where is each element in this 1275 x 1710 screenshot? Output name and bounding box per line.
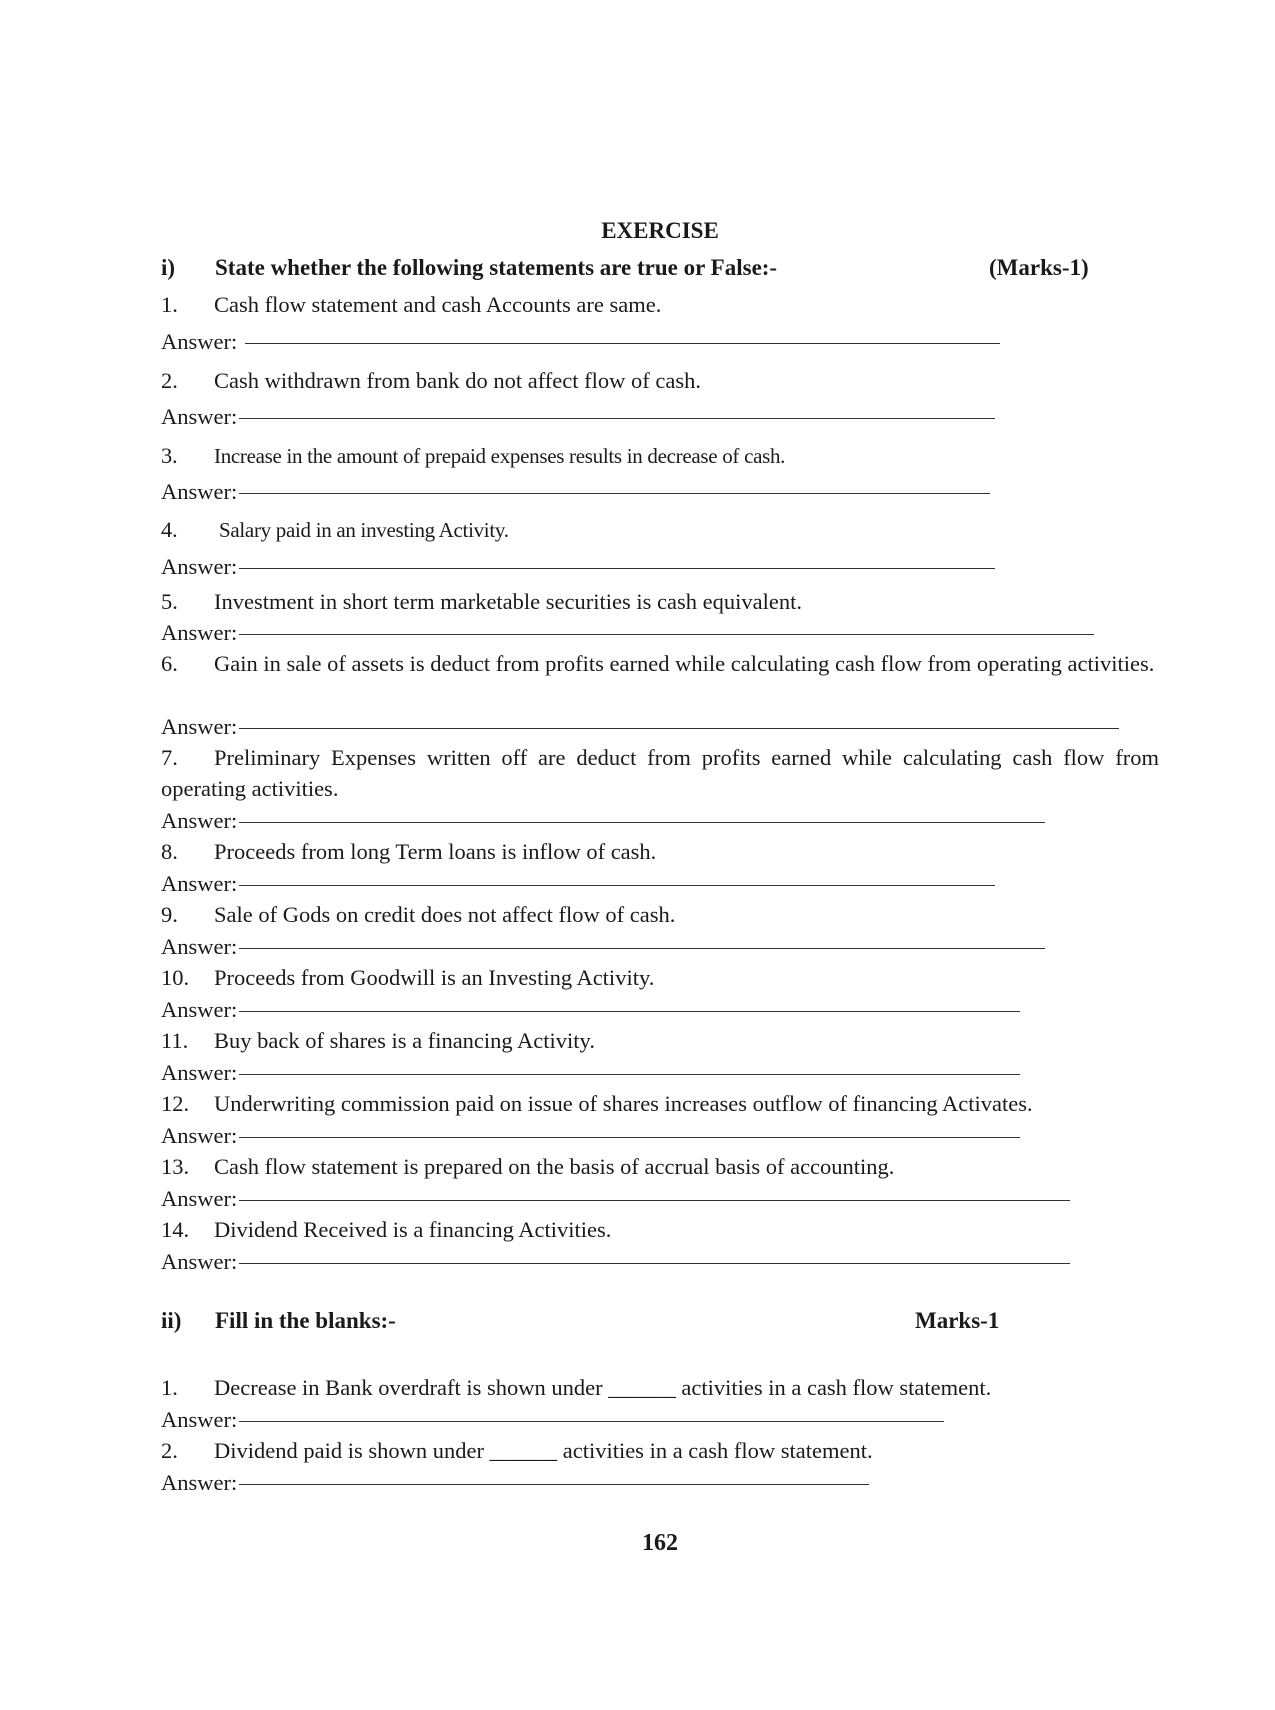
section-2-roman: ii) <box>161 1308 182 1333</box>
section-1-roman: i) <box>161 255 176 280</box>
answer-line-2[interactable]: Answer: <box>161 401 995 432</box>
answer-line-13[interactable]: Answer: <box>161 1183 1070 1214</box>
question-11: 11. Buy back of shares is a financing Activity. <box>161 1028 595 1053</box>
answer-line-7[interactable]: Answer: <box>161 805 1045 836</box>
section-2-title: Fill in the blanks:- <box>215 1308 396 1333</box>
answer-line-4[interactable]: Answer: <box>161 551 995 582</box>
answer-line-8[interactable]: Answer: <box>161 868 995 899</box>
answer-line-11[interactable]: Answer: <box>161 1057 1020 1088</box>
question-2: 2. Cash withdrawn from bank do not affect flow of cash. <box>161 368 701 393</box>
answer-line-1[interactable]: Answer: <box>161 326 1000 357</box>
question-4: 4. Salary paid in an investing Activity. <box>161 517 509 542</box>
question-13: 13. Cash flow statement is prepared on the basis of accrual basis of accounting. <box>161 1154 895 1179</box>
answer-line-9[interactable]: Answer: <box>161 931 1045 962</box>
fill-question-1: 1. Decrease in Bank overdraft is shown under ______ activities in a cash flow statement. <box>161 1375 992 1400</box>
question-10: 10. Proceeds from Goodwill is an Investing Activity. <box>161 965 655 990</box>
answer-line-5[interactable]: Answer: <box>161 617 1094 648</box>
question-1: 1. Cash flow statement and cash Accounts are same. <box>161 292 662 317</box>
answer-line-14[interactable]: Answer: <box>161 1246 1070 1277</box>
question-12: 12. Underwriting commission paid on issue of shares increases outflow of financing Activates. <box>161 1091 1033 1116</box>
section-1-heading <box>161 255 1089 281</box>
exercise-title: EXERCISE <box>601 218 719 243</box>
section-2-marks: Marks-1 <box>915 1308 1000 1333</box>
answer-line-10[interactable]: Answer: <box>161 994 1020 1025</box>
section-1-title: State whether the following statements are true or False:- <box>215 255 778 280</box>
section-2-heading <box>161 1308 1000 1334</box>
question-7: 7. Preliminary Expenses written off are deduct from profits earned while calculating cash flow from operating activities. <box>161 745 1159 801</box>
fill-question-2: 2. Dividend paid is shown under ______ activities in a cash flow statement. <box>161 1438 873 1463</box>
fill-answer-line-1[interactable]: Answer: <box>161 1404 944 1435</box>
question-3: 3. Increase in the amount of prepaid expenses results in decrease of cash. <box>161 443 786 468</box>
page-number: 162 <box>642 1530 678 1556</box>
question-14: 14. Dividend Received is a financing Activities. <box>161 1217 612 1242</box>
section-1-marks: (Marks-1) <box>989 255 1089 280</box>
fill-answer-line-2[interactable]: Answer: <box>161 1467 869 1498</box>
question-6: 6. Gain in sale of assets is deduct from profits earned while calculating cash flow from operating activities. <box>161 651 1155 676</box>
answer-line-3[interactable]: Answer: <box>161 476 990 507</box>
answer-line-12[interactable]: Answer: <box>161 1120 1020 1151</box>
question-5: 5. Investment in short term marketable securities is cash equivalent. <box>161 589 802 614</box>
question-8: 8. Proceeds from long Term loans is inflow of cash. <box>161 839 657 864</box>
answer-line-6[interactable]: Answer: <box>161 711 1119 742</box>
question-9: 9. Sale of Gods on credit does not affect flow of cash. <box>161 902 676 927</box>
